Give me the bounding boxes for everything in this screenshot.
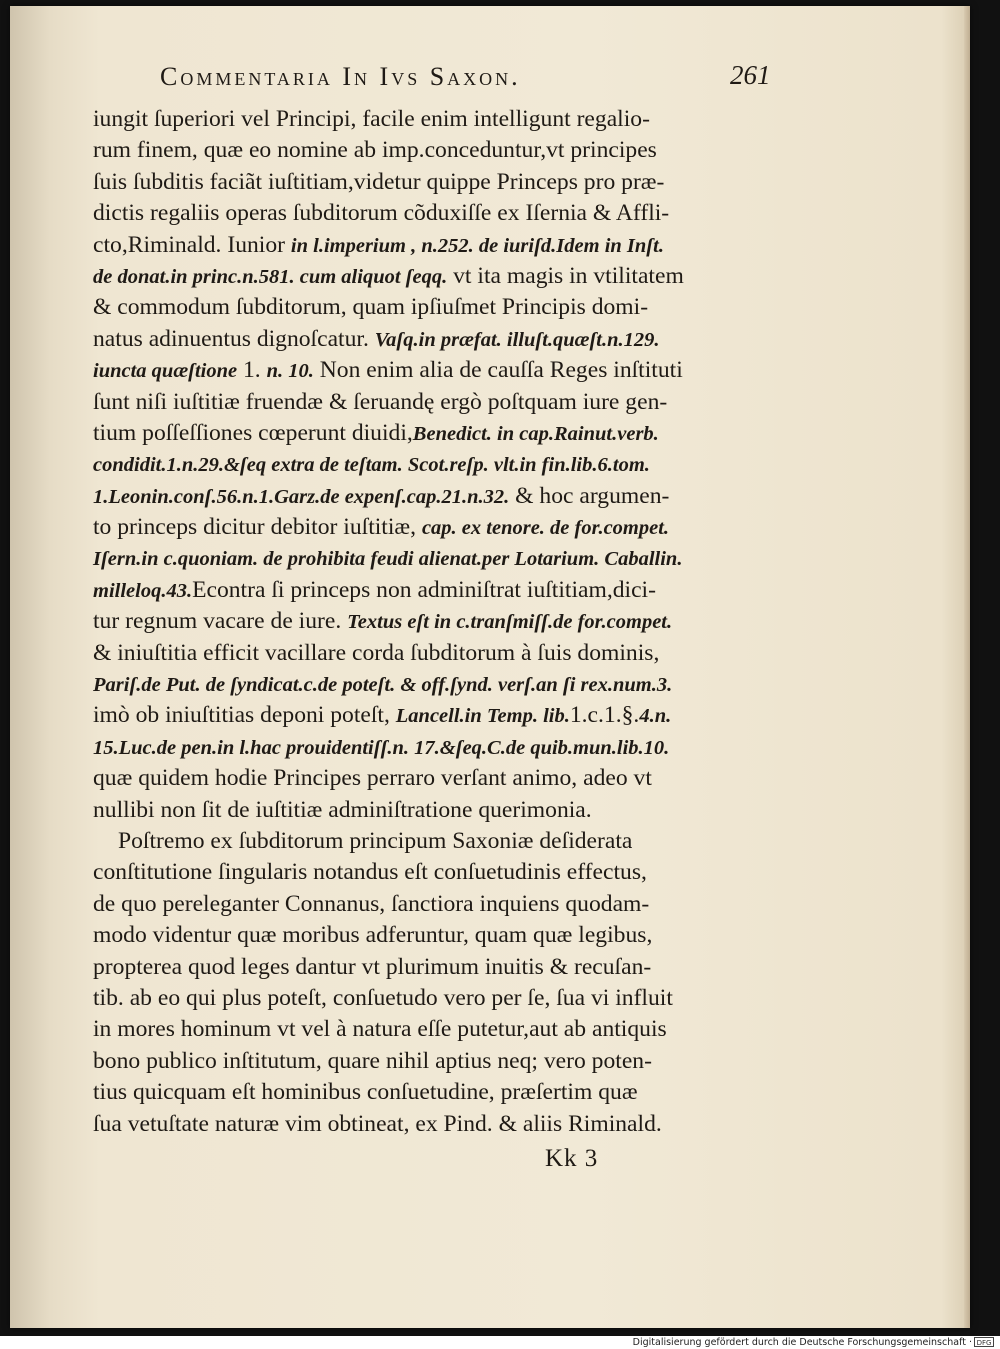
body-text-segment: & iniuſtitia efficit vacillare corda ſubditorum à ſuis dominis, (93, 639, 660, 666)
citation-text: Textus eſt in c.tranſmiſſ.de for.compet. (347, 611, 673, 634)
text-line (93, 952, 779, 983)
body-text-segment: 1. (237, 357, 267, 384)
text-line (93, 261, 779, 292)
citation-text: 4.n. (639, 705, 672, 728)
page-number: 261 (730, 60, 771, 90)
body-text-segment: 1.c.1.§. (569, 702, 640, 729)
citation-text: Vaſq.in præfat. illuſt.quæſt.n.129. (374, 328, 660, 351)
text-line (93, 418, 779, 449)
body-text-segment: iungit ſuperiori vel Principi, facile enim intelligunt regalio- (93, 106, 650, 132)
body-text-segment: in mores hominum vt vel à natura eſſe putetur,aut ab antiquis (93, 1016, 667, 1043)
text-line (93, 857, 779, 888)
text-line (93, 355, 779, 386)
text-line (93, 481, 779, 512)
signature-mark: Kk 3 (545, 1145, 599, 1172)
body-text-segment: propterea quod leges dantur vt plurimum inuitis & recuſan- (93, 953, 652, 980)
body-text-segment: tur regnum vacare de iure. (93, 608, 348, 635)
body-text-segment: imò ob iniuſtitias deponi poteſt, (93, 702, 396, 729)
text-line (93, 198, 779, 229)
body-text-segment: natus adinuentus dignoſcatur. (93, 325, 375, 352)
text-line (93, 449, 779, 480)
body-text-segment: to princeps dicitur debitor iuſtitiæ, (93, 514, 422, 541)
text-line (93, 292, 779, 323)
citation-text: in l.imperium , n.252. de iuriſd.Idem in Inſt. (290, 234, 664, 257)
citation-text: n. 10. (266, 360, 314, 383)
body-text-segment: Econtra ſi princeps non adminiſtrat iuſtitiam,dici- (192, 576, 656, 603)
citation-text: milleloq.43. (93, 579, 193, 602)
text-line (93, 230, 779, 261)
body-text-segment: Non enim alia de cauſſa Reges inſtituti (313, 357, 683, 384)
text-line (93, 638, 779, 669)
text-line (93, 763, 779, 794)
text-line (93, 1109, 779, 1140)
text-line (93, 700, 779, 731)
text-line (93, 543, 779, 574)
body-text-segment: rum finem, quæ eo nomine ab imp.conceduntur,vt principes (93, 137, 657, 164)
body-text-segment: bono publico inſtitutum, quare nihil aptius neq; vero poten- (93, 1047, 652, 1074)
body-text-segment: de quo pereleganter Connanus, ſanctiora inquiens quodam- (93, 890, 650, 917)
body-text-segment: conſtitutione ſingularis notandus eſt conſuetudinis effectus, (93, 859, 647, 886)
body-text-segment: vt ita magis in vtilitatem (447, 262, 684, 289)
text-line (93, 795, 779, 826)
text-line (93, 606, 779, 637)
body-text-segment: cto,Riminald. Iunior (93, 231, 291, 258)
body-text-segment: ſunt niſi iuſtitiæ fruendæ & ſeruandę ergò poſtquam iure gen- (93, 388, 668, 415)
text-line (93, 732, 779, 763)
body-text-segment: ſua vetuſtate naturæ vim obtineat, ex Pind. & aliis Riminald. (93, 1110, 662, 1137)
citation-text: 15.Luc.de pen.in l.hac prouidentiſſ.n. 17.&ſeq.C.de quib.mun.lib.10. (93, 736, 670, 759)
text-line (93, 167, 779, 198)
text-line (93, 889, 779, 920)
body-text-segment: modo videntur quæ moribus adferuntur, quam quæ legibus, (93, 922, 653, 949)
text-line (93, 983, 779, 1014)
body-text (93, 104, 779, 1140)
text-line (93, 920, 779, 951)
citation-text: condidit.1.n.29.&ſeq extra de teſtam. Scot.reſp. vlt.in fin.lib.6.tom. (93, 454, 650, 477)
text-line (93, 1046, 779, 1077)
text-line (93, 104, 779, 135)
body-text-segment: tib. ab eo qui plus poteſt, conſuetudo vero per ſe, ſua vi influit (93, 984, 673, 1011)
text-line (93, 324, 779, 355)
body-text-segment: & commodum ſubditorum, quam ipſiuſmet Principis domi- (93, 294, 649, 321)
footer-bar (0, 1336, 1000, 1349)
body-text-segment: dictis regaliis operas ſubditorum cõduxiſſe ex Iſernia & Affli- (93, 200, 670, 227)
funding-notice: Digitalisierung gefördert durch die Deutsche Forschungsgemeinschaft · (632, 1337, 972, 1348)
body-text-segment: tius quicquam eſt hominibus conſuetudine, præſertim quæ (93, 1079, 638, 1106)
citation-text: Iſern.in c.quoniam. de prohibita feudi alienat.per Lotarium. Caballin. (93, 548, 683, 571)
citation-text: Benedict. in cap.Rainut.verb. (412, 422, 659, 445)
body-text-segment: ſuis ſubditis faciãt iuſtitiam,videtur quippe Princeps pro præ- (93, 168, 665, 195)
citation-text: Lancell.in Temp. lib. (395, 705, 570, 728)
text-line (93, 575, 779, 606)
body-text-segment: quæ quidem hodie Principes perraro verſant animo, adeo vt (93, 765, 652, 792)
body-text-segment: & hoc argumen- (509, 482, 670, 509)
text-line (93, 1014, 779, 1045)
body-text-segment: nullibi non ſit de iuſtitiæ adminiſtratione querimonia. (93, 796, 592, 823)
text-line (93, 512, 779, 543)
text-line (93, 387, 779, 418)
body-text-segment: tium poſſeſſiones cœperunt diuidi, (93, 419, 413, 446)
text-line (93, 135, 779, 166)
citation-text: iuncta quæſtione (93, 360, 238, 383)
citation-text: cap. ex tenore. de for.compet. (421, 517, 670, 540)
text-line (93, 669, 779, 700)
page-edge (964, 6, 970, 1328)
text-line (93, 1077, 779, 1108)
text-line (93, 826, 779, 857)
citation-text: 1.Leonin.conſ.56.n.1.Garz.de expenſ.cap.21.n.32. (93, 485, 510, 508)
body-text-segment: Poſtremo ex ſubditorum principum Saxoniæ deſiderata (118, 827, 633, 854)
citation-text: Pariſ.de Put. de ſyndicat.c.de poteſt. & off.ſynd. verſ.an ſi rex.num.3. (93, 674, 673, 697)
citation-text: de donat.in princ.n.581. cum aliquot ſeqq. (93, 265, 448, 288)
dfg-logo: DFG (974, 1337, 994, 1347)
running-head: Commentaria In Ivs Saxon. (160, 62, 521, 91)
